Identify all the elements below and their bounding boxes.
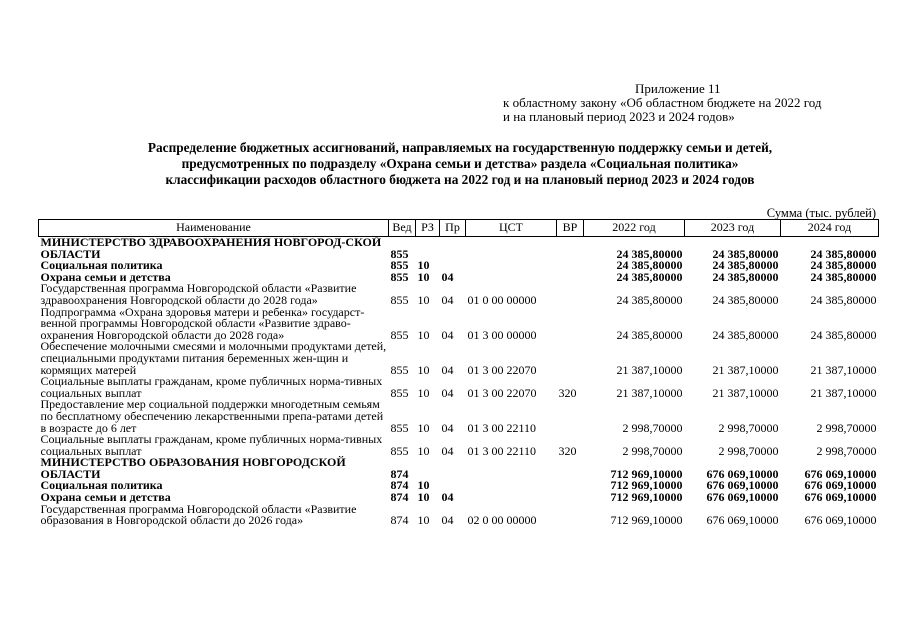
row-rz: 10	[417, 443, 430, 458]
row-2023: 2 998,70000	[718, 420, 779, 435]
row-2024: 676 069,10000	[804, 466, 877, 481]
col-header-pr: Пр	[440, 220, 466, 237]
unit-caption: Сумма (тыс. рублей)	[766, 206, 876, 220]
row-cst	[466, 260, 557, 272]
table-row	[39, 376, 879, 399]
col-header-rz: РЗ	[416, 220, 440, 237]
row-cst: 01 3 00 22070	[467, 385, 537, 400]
row-rz: 10	[417, 292, 430, 307]
row-2024: 24 385,80000	[810, 292, 877, 307]
row-rz: 10	[417, 327, 430, 342]
row-cst	[466, 237, 557, 261]
row-2022: 24 385,80000	[616, 292, 683, 307]
col-header-2024: 2024 год	[781, 220, 879, 237]
row-name: Предоставление мер социальной поддержки многодетным семьям по бесплатному обеспечению лекарственными препа-ратами детей в возрасте до 6 лет	[40, 397, 384, 435]
row-rz: 10	[417, 258, 430, 273]
row-ved: 874	[390, 490, 409, 505]
row-vr	[557, 341, 584, 376]
row-name: МИНИСТЕРСТВО ЗДРАВООХРАНЕНИЯ НОВГОРОД-СКОЙ ОБЛАСТИ	[40, 235, 382, 261]
row-vr	[557, 307, 584, 342]
row-name: Государственная программа Новгородской области «Развитие образования в Новгородской области до 2026 года»	[40, 501, 357, 528]
row-2022: 21 387,10000	[616, 362, 683, 377]
appendix-number: Приложение 11	[635, 81, 721, 96]
row-2022: 2 998,70000	[622, 420, 683, 435]
row-pr: 04	[441, 443, 454, 458]
appendix-line-1: к областному закону «Об областном бюджете на 2022 год	[503, 95, 822, 110]
row-2022: 24 385,80000	[616, 246, 683, 261]
title-line-1: Распределение бюджетных ассигнований, направляемых на государственную поддержку семьи и детей,	[147, 140, 773, 155]
row-pr: 04	[441, 327, 454, 342]
document-title	[40, 140, 880, 188]
row-cst: 01 3 00 22110	[467, 420, 537, 435]
row-ved: 855	[390, 246, 409, 261]
row-name: МИНИСТЕРСТВО ОБРАЗОВАНИЯ НОВГОРОДСКОЙ ОБЛАСТИ	[40, 455, 346, 481]
table-row	[39, 457, 879, 480]
row-pr: 04	[441, 420, 454, 435]
row-ved: 855	[390, 327, 409, 342]
row-vr	[557, 399, 584, 434]
row-2024: 21 387,10000	[810, 362, 877, 377]
row-vr	[557, 272, 584, 284]
row-2023: 676 069,10000	[706, 466, 779, 481]
row-ved: 855	[390, 385, 409, 400]
row-cst	[466, 457, 557, 480]
col-header-name: Наименование	[39, 220, 389, 237]
row-ved: 855	[390, 420, 409, 435]
row-2024: 24 385,80000	[810, 258, 877, 273]
table-row	[39, 434, 879, 457]
row-vr	[557, 504, 584, 527]
row-name: Социальная политика	[40, 478, 163, 493]
row-cst: 01 3 00 22070	[467, 362, 537, 377]
table-header-row	[39, 220, 879, 237]
row-pr: 04	[441, 362, 454, 377]
row-rz: 10	[417, 362, 430, 377]
row-vr	[557, 492, 584, 504]
row-rz: 10	[417, 513, 430, 528]
row-pr	[440, 457, 466, 480]
row-rz: 10	[417, 269, 430, 284]
row-2024: 21 387,10000	[810, 385, 877, 400]
row-name: Социальные выплаты гражданам, кроме публичных норма-тивных социальных выплат	[40, 374, 383, 400]
row-cst	[466, 480, 557, 492]
row-2024: 2 998,70000	[816, 420, 877, 435]
row-2022: 2 998,70000	[622, 443, 683, 458]
col-header-ved: Вед	[389, 220, 416, 237]
row-2024: 24 385,80000	[810, 269, 877, 284]
row-vr: 320	[558, 385, 577, 400]
col-header-cst: ЦСТ	[466, 220, 557, 237]
row-2023: 676 069,10000	[706, 478, 779, 493]
table-row	[39, 307, 879, 342]
row-2022: 24 385,80000	[616, 269, 683, 284]
row-2023: 24 385,80000	[712, 292, 779, 307]
row-ved: 855	[390, 258, 409, 273]
row-name: Социальная политика	[40, 258, 163, 273]
row-ved: 874	[390, 466, 409, 481]
row-2022: 21 387,10000	[616, 385, 683, 400]
row-ved: 855	[390, 443, 409, 458]
row-2023: 676 069,10000	[706, 490, 779, 505]
row-name: Охрана семьи и детства	[40, 269, 171, 284]
row-rz: 10	[417, 385, 430, 400]
row-2023: 24 385,80000	[712, 269, 779, 284]
table-row	[39, 237, 879, 261]
row-cst	[466, 492, 557, 504]
row-vr	[557, 283, 584, 306]
row-vr	[557, 457, 584, 480]
row-pr: 04	[441, 269, 454, 284]
appendix-note	[503, 82, 822, 124]
row-2024: 2 998,70000	[816, 443, 877, 458]
row-cst: 01 3 00 00000	[467, 327, 537, 342]
row-2024: 676 069,10000	[804, 478, 877, 493]
row-2022: 712 969,10000	[610, 478, 683, 493]
table-row	[39, 341, 879, 376]
table-row	[39, 283, 879, 306]
row-name: Государственная программа Новгородской области «Развитие здравоохранения Новгородской области до 2028 года»	[40, 281, 357, 307]
row-cst: 01 3 00 22110	[467, 443, 537, 458]
row-ved: 874	[390, 513, 409, 528]
row-2023: 24 385,80000	[712, 258, 779, 273]
row-name: Обеспечение молочными смесями и молочными продуктами детей, специальными продуктами питания беременных жен-щин и кормящих матерей	[40, 339, 387, 377]
row-cst: 01 0 00 00000	[467, 292, 537, 307]
row-name: Подпрограмма «Охрана здоровья матери и ребенка» государст-венной программы Новгородской области «Развитие здраво-охранения Новгородской области до 2028 года»	[40, 304, 365, 342]
row-2024: 676 069,10000	[804, 490, 877, 505]
row-2023: 21 387,10000	[712, 385, 779, 400]
row-pr: 04	[441, 513, 454, 528]
row-rz: 10	[417, 478, 430, 493]
row-ved: 855	[390, 269, 409, 284]
row-name: Охрана семьи и детства	[40, 490, 171, 505]
row-cst	[466, 272, 557, 284]
row-2024: 24 385,80000	[810, 327, 877, 342]
col-header-2022: 2022 год	[584, 220, 685, 237]
row-vr: 320	[558, 443, 577, 458]
row-2022: 24 385,80000	[616, 258, 683, 273]
row-vr	[557, 237, 584, 261]
col-header-2023: 2023 год	[685, 220, 781, 237]
row-pr: 04	[441, 490, 454, 505]
row-rz: 10	[417, 490, 430, 505]
row-rz: 10	[417, 420, 430, 435]
row-2024: 24 385,80000	[810, 246, 877, 261]
row-rz	[416, 457, 440, 480]
row-rz	[416, 237, 440, 261]
row-ved: 855	[390, 362, 409, 377]
row-pr: 04	[441, 292, 454, 307]
row-name: Социальные выплаты гражданам, кроме публичных норма-тивных социальных выплат	[40, 432, 383, 458]
budget-table	[38, 219, 879, 527]
row-2023: 24 385,80000	[712, 246, 779, 261]
row-2022: 712 969,10000	[610, 466, 683, 481]
row-2023: 24 385,80000	[712, 327, 779, 342]
table-body	[39, 237, 879, 527]
col-header-vr: ВР	[557, 220, 584, 237]
row-pr	[440, 237, 466, 261]
row-2022: 24 385,80000	[616, 327, 683, 342]
row-2023: 2 998,70000	[718, 443, 779, 458]
row-2023: 676 069,10000	[706, 513, 779, 528]
row-ved: 874	[390, 478, 409, 493]
row-pr: 04	[441, 385, 454, 400]
row-2022: 712 969,10000	[610, 490, 683, 505]
row-2022: 712 969,10000	[610, 513, 683, 528]
table-row	[39, 399, 879, 434]
row-2023: 21 387,10000	[712, 362, 779, 377]
row-vr	[557, 480, 584, 492]
row-cst: 02 0 00 00000	[467, 513, 537, 528]
row-ved: 855	[390, 292, 409, 307]
table-row	[39, 504, 879, 527]
title-line-3: классификации расходов областного бюджета на 2022 год и на плановый период 2023 и 2024 годов	[165, 172, 755, 187]
appendix-line-2: и на плановый период 2023 и 2024 годов»	[503, 109, 735, 124]
title-line-2: предусмотренных по подразделу «Охрана семьи и детства» раздела «Социальная политика»	[181, 156, 739, 171]
row-2024: 676 069,10000	[804, 513, 877, 528]
row-vr	[557, 260, 584, 272]
